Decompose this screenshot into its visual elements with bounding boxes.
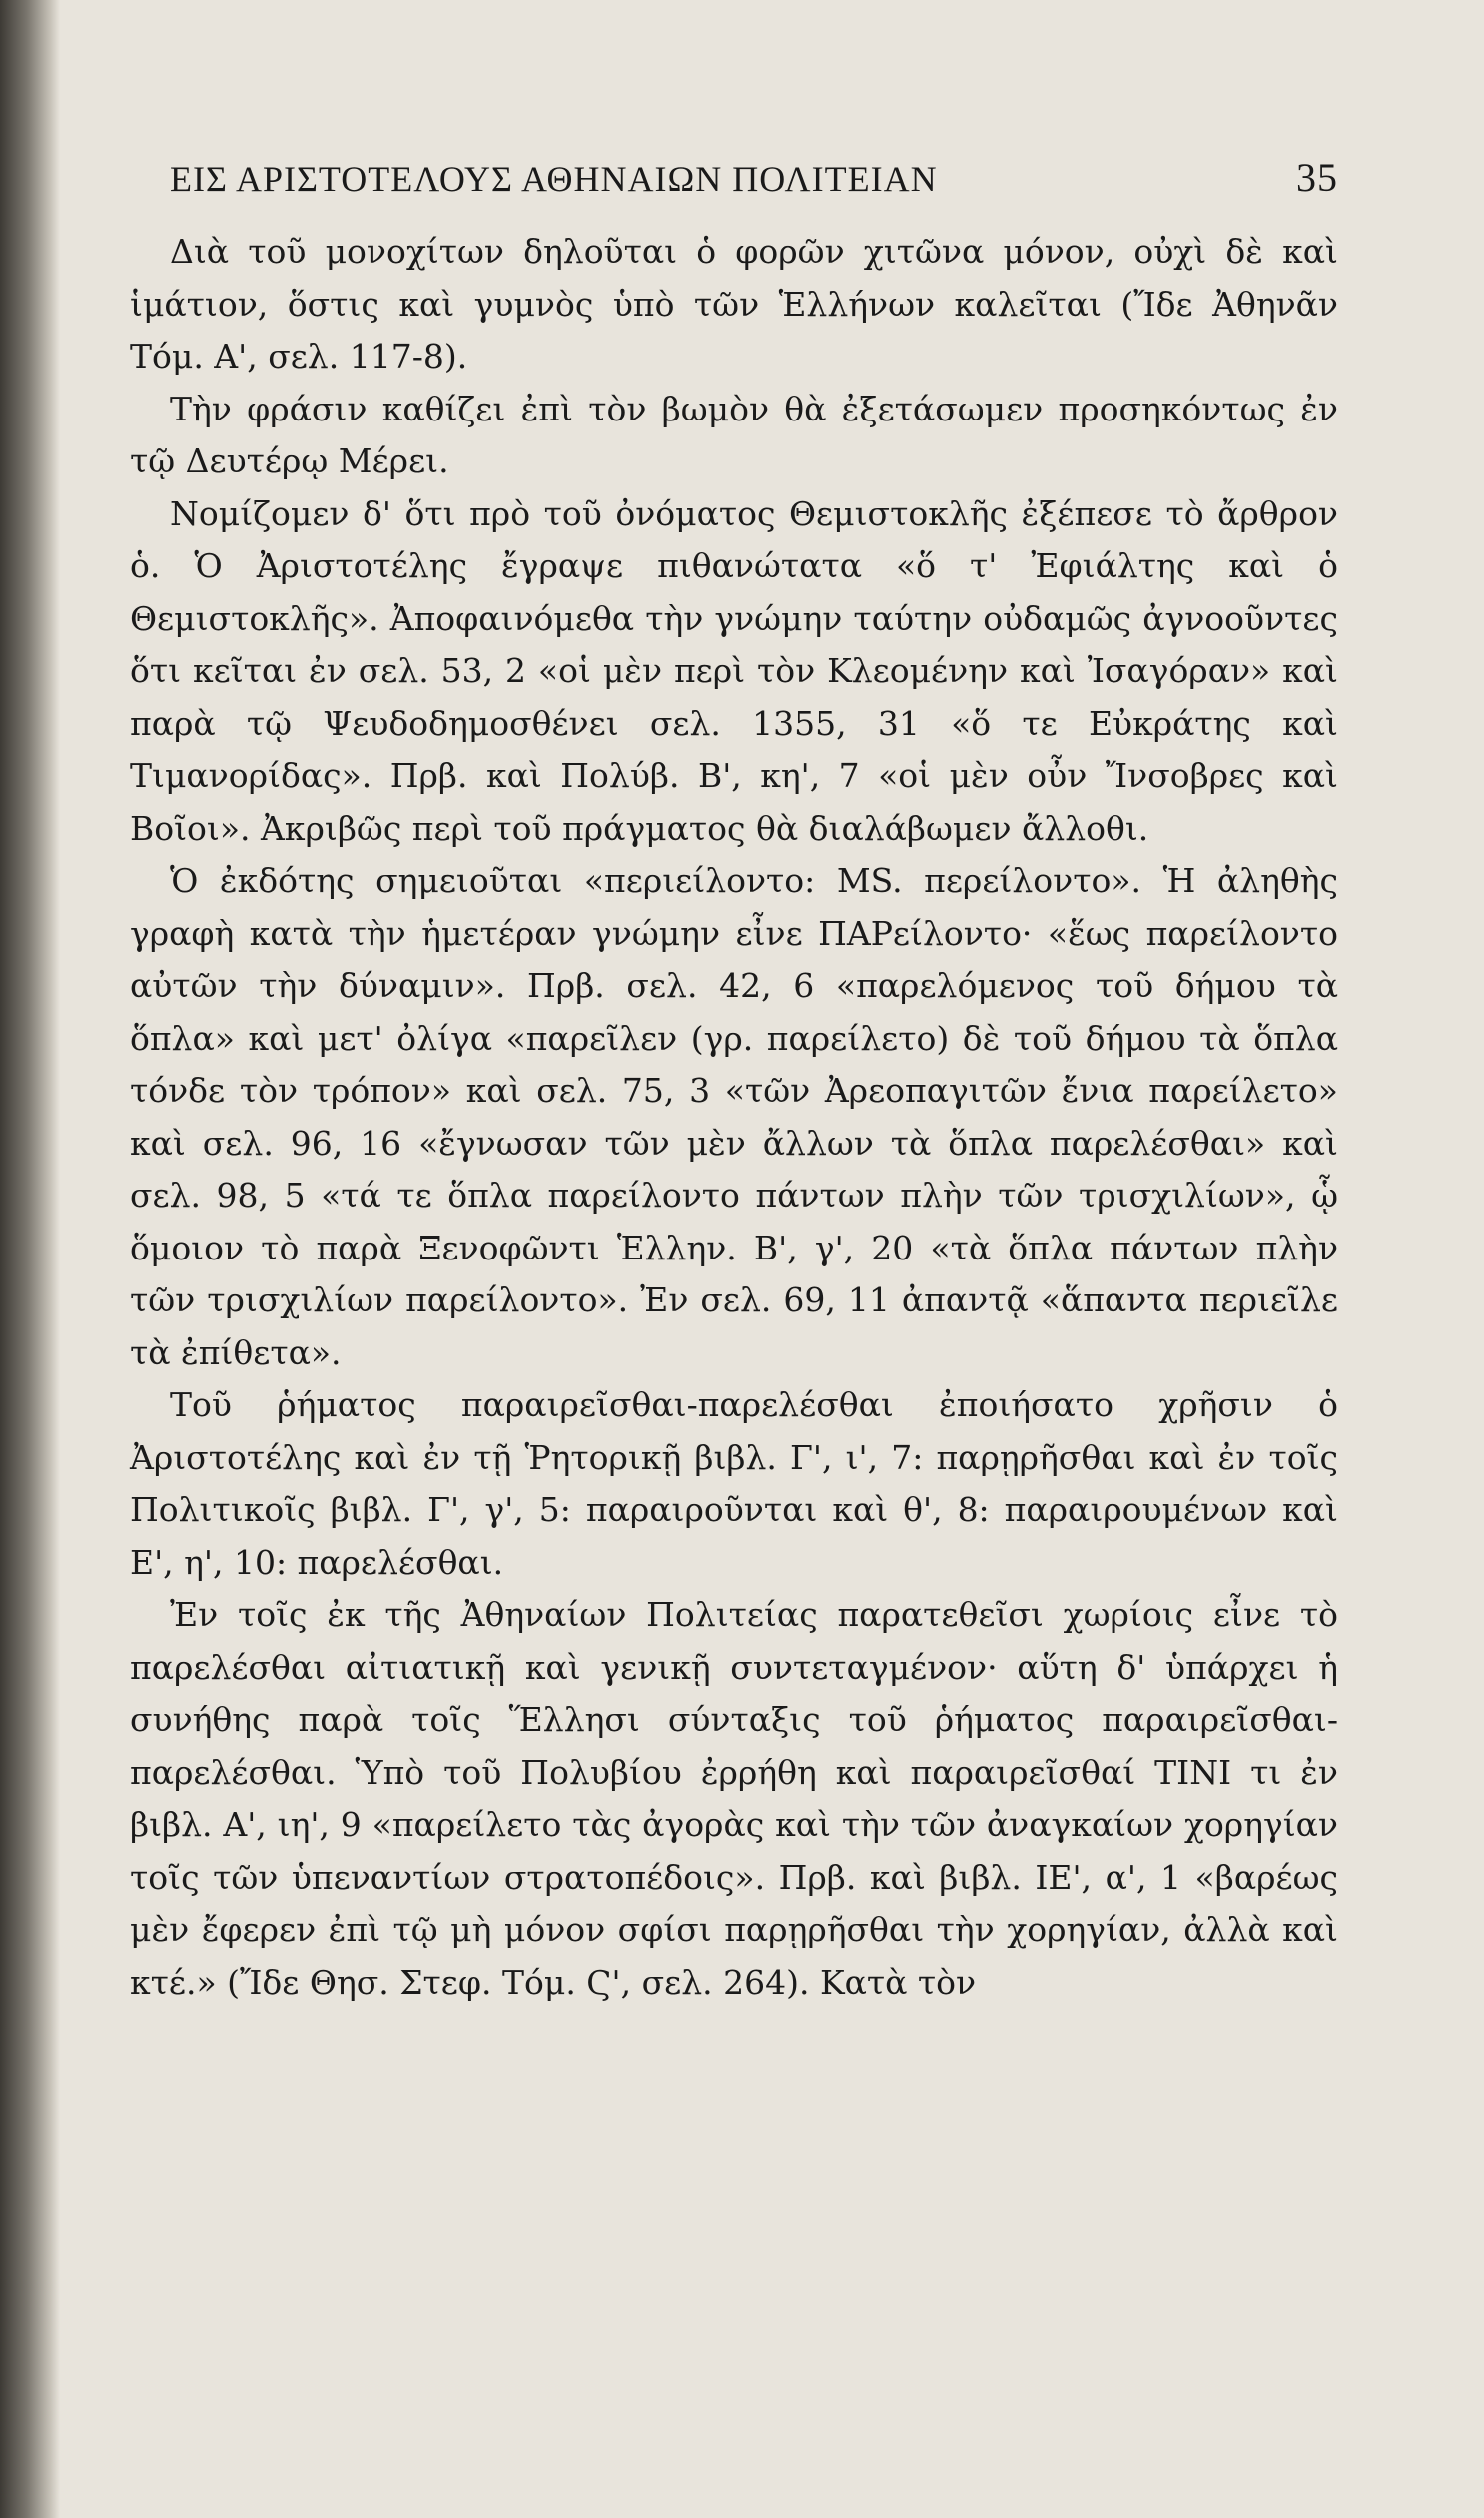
paragraph: Τὴν φράσιν καθίζει ἐπὶ τὸν βωμὸν θὰ ἐξετάσωμεν προσηκόντως ἐν τῷ Δευτέρῳ Μέρει. (130, 389, 1338, 480)
running-head-title: ΕΙΣ ΑΡΙΣΤΟΤΕΛΟΥΣ ΑΘΗΝΑΙΩΝ ΠΟΛΙΤΕΙΑΝ (170, 159, 938, 199)
page-number: 35 (1296, 155, 1338, 200)
running-head (130, 150, 1338, 210)
paragraph: Νομίζομεν δ' ὅτι πρὸ τοῦ ὀνόματος Θεμιστοκλῆς ἐξέπεσε τὸ ἄρθρον ὁ. Ὁ Ἀριστοτέλης ἔγραψε πιθανώτατα «ὅ τ' Ἐφιάλτης καὶ ὁ Θεμιστοκλῆς». Ἀποφαινόμεθα τὴν γνώμην ταύτην οὐδαμῶς ἀγνοοῦντες ὅτι κεῖται ἐν σελ. 53, 2 «οἱ μὲν περὶ τὸν Κλεομένην καὶ Ἰσαγόραν» καὶ παρὰ τῷ Ψευδοδημοσθένει σελ. 1355, 31 «ὅ τε Εὐκράτης καὶ Τιμανορίδας». Πρβ. καὶ Πολύβ. Β', κη', 7 «οἱ μὲν οὖν Ἴνσοβρες καὶ Βοῖοι». Ἀκριβῶς περὶ τοῦ πράγματος θὰ διαλάβωμεν ἄλλοθι. (130, 493, 1338, 848)
book-page (130, 150, 1338, 2009)
book-spine-shadow (0, 0, 60, 2518)
paragraph: Ἐν τοῖς ἐκ τῆς Ἀθηναίων Πολιτείας παρατεθεῖσι χωρίοις εἶνε τὸ παρελέσθαι αἰτιατικῇ καὶ γενικῇ συντεταγμένον· αὕτη δ' ὑπάρχει ἡ συνήθης παρὰ τοῖς Ἕλλησι σύνταξις τοῦ ῥήματος παραιρεῖσθαι-παρελέσθαι. Ὑπὸ τοῦ Πολυβίου ἐρρήθη καὶ παραιρεῖσθαί ΤΙΝΙ τι ἐν βιβλ. Α', ιη', 9 «παρείλετο τὰς ἀγορὰς καὶ τὴν τῶν ἀναγκαίων χορηγίαν τοῖς τῶν ὑπεναντίων στρατοπέδοις». Πρβ. καὶ βιβλ. ΙΕ', α', 1 «βαρέως μὲν ἔφερεν ἐπὶ τῷ μὴ μόνον σφίσι παρῃρῆσθαι τὴν χορηγίαν, ἀλλὰ καὶ κτέ.» (Ἴδε Θησ. Στεφ. Τόμ. Ϛ', σελ. 264). Κατὰ τὸν (130, 1595, 1338, 2002)
paragraph: Ὁ ἐκδότης σημειοῦται «περιείλοντο: MS. περείλοντο». Ἡ ἀληθὴς γραφὴ κατὰ τὴν ἡμετέραν γνώμην εἶνε ΠΑΡείλοντο· «ἕως παρείλοντο αὐτῶν τὴν δύναμιν». Πρβ. σελ. 42, 6 «παρελόμενος τοῦ δήμου τὰ ὅπλα» καὶ μετ' ὀλίγα «παρεῖλεν (γρ. παρείλετο) δὲ τοῦ δήμου τὰ ὅπλα τόνδε τὸν τρόπον» καὶ σελ. 75, 3 «τῶν Ἀρεοπαγιτῶν ἔνια παρείλετο» καὶ σελ. 96, 16 «ἔγνωσαν τῶν μὲν ἄλλων τὰ ὅπλα παρελέσθαι» καὶ σελ. 98, 5 «τά τε ὅπλα παρείλοντο πάντων πλὴν τῶν τρισχιλίων», ᾧ ὅμοιον τὸ παρὰ Ξενοφῶντι Ἑλλην. Β', γ', 20 «τὰ ὅπλα πάντων πλὴν τῶν τρισχιλίων παρείλοντο». Ἐν σελ. 69, 11 ἀπαντᾷ «ἅπαντα περιεῖλε τὰ ἐπίθετα». (130, 861, 1338, 1372)
body-text (130, 226, 1338, 2009)
paragraph: Τοῦ ῥήματος παραιρεῖσθαι-παρελέσθαι ἐποιήσατο χρῆσιν ὁ Ἀριστοτέλης καὶ ἐν τῇ Ῥητορικῇ βιβλ. Γ', ι', 7: παρῃρῆσθαι καὶ ἐν τοῖς Πολιτικοῖς βιβλ. Γ', γ', 5: παραιροῦνται καὶ θ', 8: παραιρουμένων καὶ Ε', η', 10: παρελέσθαι. (130, 1385, 1338, 1582)
paragraph: Διὰ τοῦ μονοχίτων δηλοῦται ὁ φορῶν χιτῶνα μόνον, οὐχὶ δὲ καὶ ἱμάτιον, ὅστις καὶ γυμνὸς ὑπὸ τῶν Ἑλλήνων καλεῖται (Ἴδε Ἀθηνᾶν Τόμ. Α', σελ. 117-8). (130, 232, 1338, 376)
